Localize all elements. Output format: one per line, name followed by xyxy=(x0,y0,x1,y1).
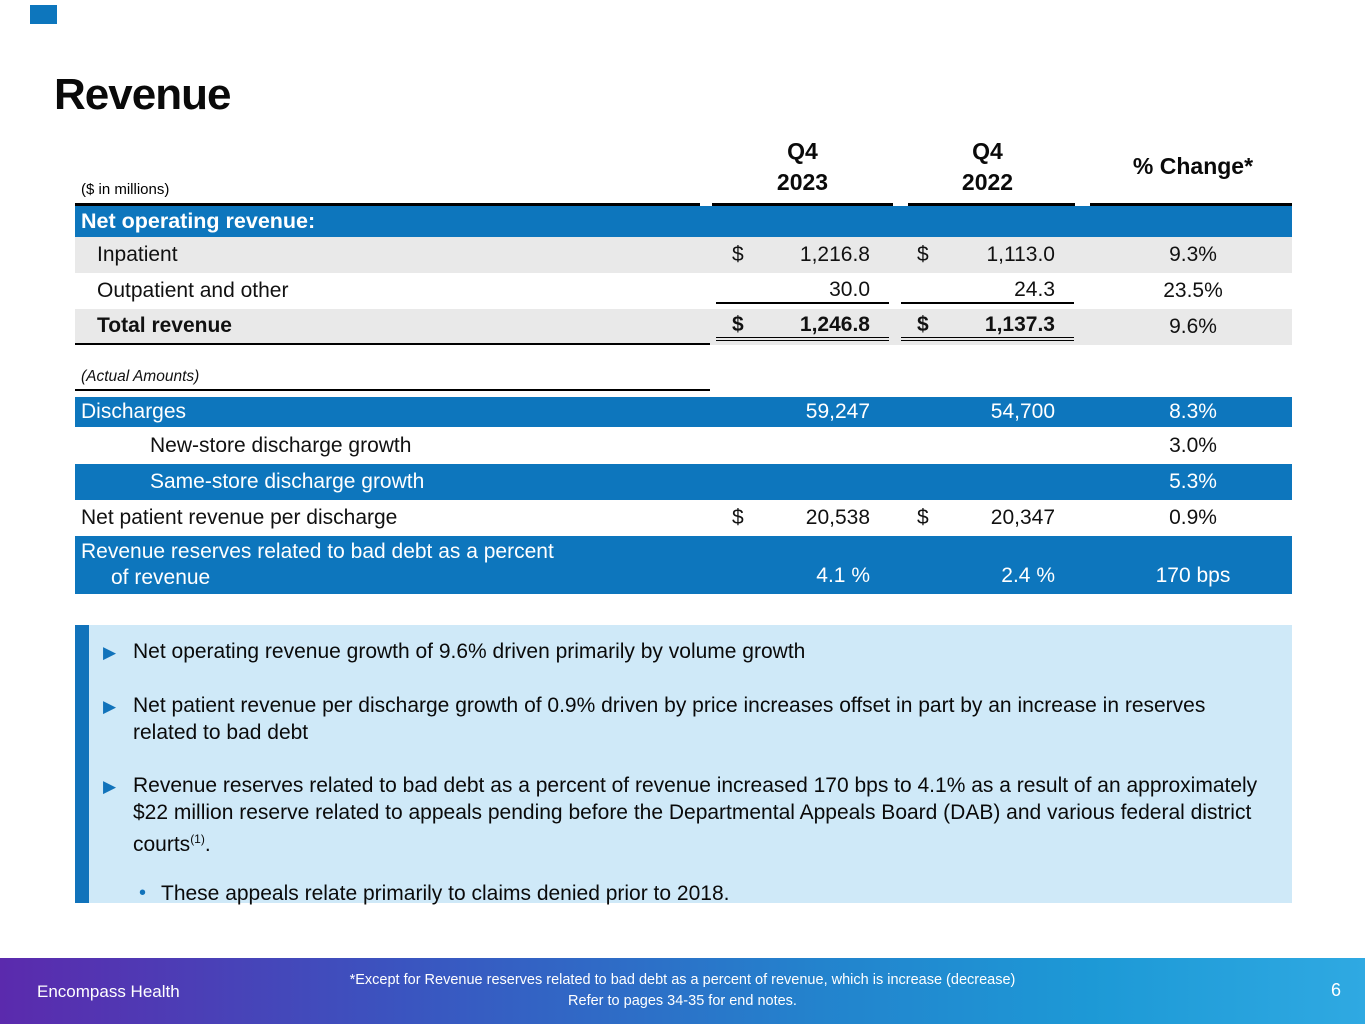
row-label: Inpatient xyxy=(97,243,178,266)
unit-label-cell xyxy=(75,130,710,203)
rule-2022 xyxy=(908,203,1075,206)
highlights-callout xyxy=(75,625,1292,903)
table-header-row xyxy=(75,130,1292,203)
section-header-label: Net operating revenue: xyxy=(81,209,316,233)
value-change: 0.9% xyxy=(1169,506,1217,529)
row-same-store-growth xyxy=(75,464,1292,500)
value-2022: 2.4 % xyxy=(1001,564,1055,587)
header-q4-2023-line1: Q4 xyxy=(787,137,818,164)
value-2022: 20,347 xyxy=(990,506,1055,529)
header-q4-2023-line2: 2023 xyxy=(776,168,829,195)
row-total-revenue xyxy=(75,309,1292,345)
row-label: Net patient revenue per discharge xyxy=(81,506,398,529)
header-q4-2023 xyxy=(710,130,895,203)
value-change: 3.0% xyxy=(1169,433,1217,457)
currency-symbol: $ xyxy=(732,313,744,336)
value-change: 23.5% xyxy=(1163,279,1223,302)
callout-accent-bar xyxy=(75,625,89,903)
corner-accent-square xyxy=(30,5,57,24)
footnote-line2: Refer to pages 34-35 for end notes. xyxy=(568,993,797,1009)
row-bad-debt-reserves xyxy=(75,536,1292,594)
actual-amounts-label: (Actual Amounts) xyxy=(81,368,200,385)
bullet-bad-debt xyxy=(103,772,1272,858)
currency-symbol: $ xyxy=(917,506,929,529)
row-label: New-store discharge growth xyxy=(150,433,412,457)
row-label: Total revenue xyxy=(75,309,710,345)
rule-change xyxy=(1090,203,1292,206)
sub-bullet-text: These appeals relate primarily to claims denied prior to 2018. xyxy=(161,882,730,905)
actual-amounts-header xyxy=(75,363,710,391)
row-discharges xyxy=(75,397,1292,427)
row-new-store-growth xyxy=(75,427,1292,464)
currency-symbol: $ xyxy=(917,243,929,266)
page-title: Revenue xyxy=(54,70,231,119)
bullet-discharge-growth xyxy=(103,692,1272,746)
row-net-patient-revenue xyxy=(75,500,1292,536)
header-q4-2022 xyxy=(895,130,1080,203)
value-2022: 1,113.0 xyxy=(986,243,1055,266)
row-label: Discharges xyxy=(81,400,187,423)
triangle-bullet-icon: ▶ xyxy=(103,643,117,662)
row-inpatient xyxy=(75,237,1292,273)
bullet-text: Net patient revenue per discharge growth of 0.9% driven by price increases offset in part by an increase in reserves related to bad debt xyxy=(133,694,1206,744)
rule-2023 xyxy=(712,203,893,206)
footnote-line1: *Except for Revenue reserves related to bad debt as a percent of revenue, which is increase (decrease) xyxy=(349,972,1016,988)
callout-body xyxy=(89,625,1292,903)
row-label: Outpatient and other xyxy=(97,279,289,302)
header-q4-2022-line1: Q4 xyxy=(972,137,1003,164)
brand-name: Encompass Health xyxy=(37,982,180,1001)
currency-symbol: $ xyxy=(917,313,929,336)
triangle-bullet-icon: ▶ xyxy=(103,697,117,716)
value-change: 9.3% xyxy=(1169,243,1217,266)
unit-label: ($ in millions) xyxy=(81,181,170,198)
value-change: 170 bps xyxy=(1155,564,1231,587)
value-2023: 59,247 xyxy=(805,400,870,423)
value-2022: 54,700 xyxy=(990,400,1055,423)
footnote xyxy=(0,970,1365,1012)
bullet-text: Net operating revenue growth of 9.6% driven primarily by volume growth xyxy=(133,640,806,663)
triangle-bullet-icon: ▶ xyxy=(103,777,117,796)
value-change: 5.3% xyxy=(1169,470,1217,493)
footer-bar xyxy=(0,958,1365,1024)
value-2023: 4.1 % xyxy=(816,564,870,587)
footnote-superscript: (1) xyxy=(190,832,205,846)
value-2022: 24.3 xyxy=(1014,278,1055,301)
currency-symbol: $ xyxy=(732,506,744,529)
value-2023: 20,538 xyxy=(805,506,870,529)
value-2023: 1,246.8 xyxy=(799,313,870,336)
rule-label xyxy=(75,203,700,206)
dot-bullet-icon: • xyxy=(139,882,147,904)
bullet-period: . xyxy=(204,833,211,856)
header-q4-2022-line2: 2022 xyxy=(961,168,1014,195)
row-outpatient xyxy=(75,273,1292,309)
value-2023: 30.0 xyxy=(829,278,870,301)
section-header-net-operating-revenue xyxy=(75,206,1292,237)
bullet-revenue-growth xyxy=(103,638,1272,666)
header-pct-change: % Change* xyxy=(1132,153,1254,179)
row-label-line2: of revenue xyxy=(111,566,211,589)
page-number: 6 xyxy=(1330,980,1341,1000)
row-label-line1: Revenue reserves related to bad debt as a percent xyxy=(81,540,554,563)
revenue-table xyxy=(75,130,1292,594)
currency-symbol: $ xyxy=(732,243,744,266)
value-change: 8.3% xyxy=(1169,400,1217,423)
value-2022: 1,137.3 xyxy=(984,313,1055,336)
bullet-text: Revenue reserves related to bad debt as a percent of revenue increased 170 bps to 4.1% as a result of an approximately $22 million reserve related to appeals pending before the Departmental Appeals Board (DAB) and various federal district courts xyxy=(133,774,1258,856)
value-2023: 1,216.8 xyxy=(799,243,870,266)
value-change: 9.6% xyxy=(1169,315,1217,338)
sub-bullet-appeals xyxy=(139,880,1272,907)
row-label: Same-store discharge growth xyxy=(150,470,425,493)
